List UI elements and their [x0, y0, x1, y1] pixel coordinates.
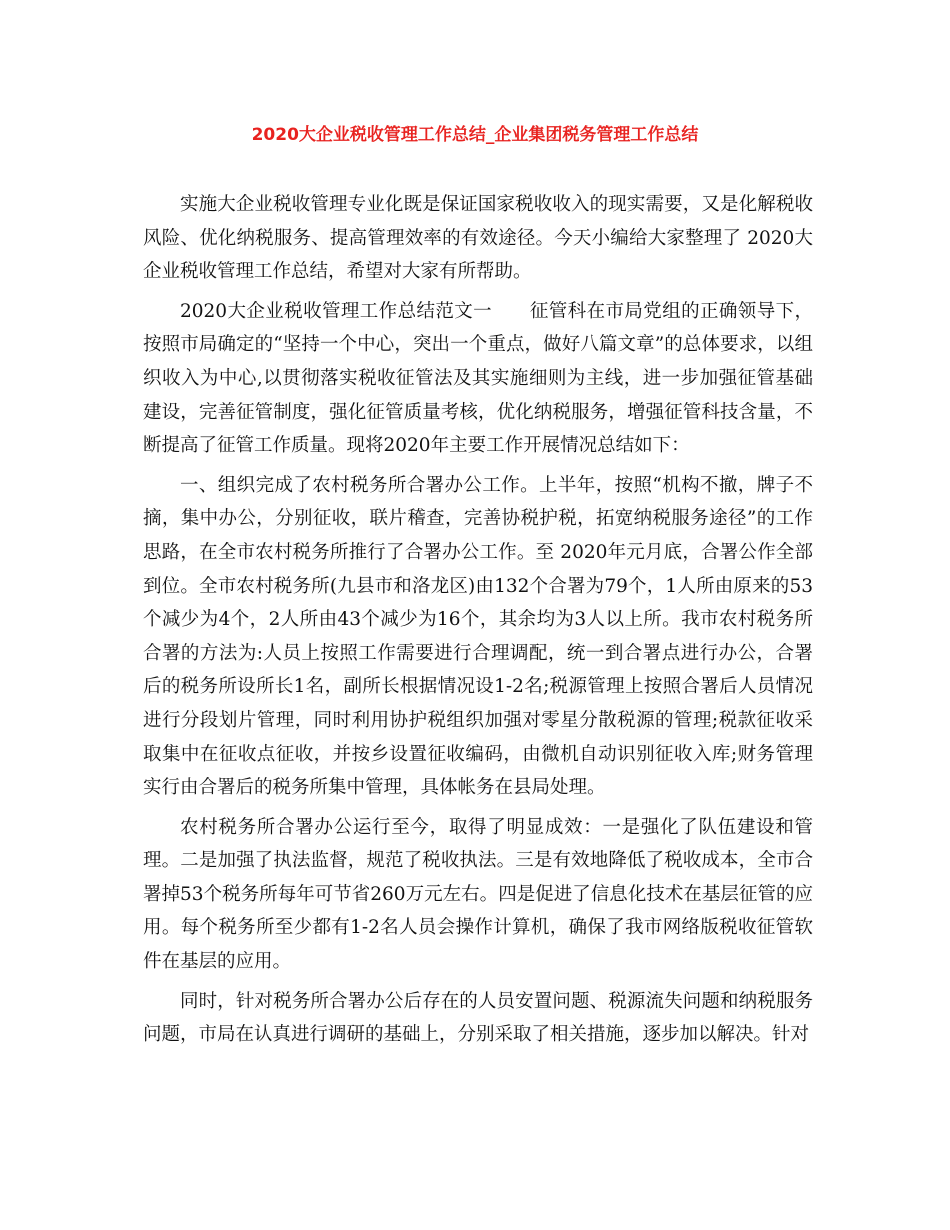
- paragraph-measures: 同时，针对税务所合署办公后存在的人员安置问题、税源流失问题和纳税服务问题，市局在认真进行调研的基础上，分别采取了相关措施，逐步加以解决。针对: [143, 990, 813, 1046]
- document-title: 2020大企业税收管理工作总结_企业集团税务管理工作总结: [251, 125, 699, 145]
- document-body: [143, 188, 813, 1058]
- paragraph-results: 农村税务所合署办公运行至今，取得了明显成效：一是强化了队伍建设和管理。二是加强了执法监督，规范了税收执法。三是有效地降低了税收成本，全市合署掉53个税务所每年可节省260万元左右。四是促进了信息化技术在基层征管的应用。每个税务所至少都有1-2名人员会操作计算机，确保了我市网络版税收征管软件在基层的应用。: [143, 816, 813, 973]
- paragraph-sample-one: 2020大企业税收管理工作总结范文一 征管科在市局党组的正确领导下，按照市局确定的“坚持一个中心，突出一个重点，做好八篇文章”的总体要求，以组织收入为中心,以贯彻落实税收征管法及其实施细则为主线，进一步加强征管基础建设，完善征管制度，强化征管质量考核，优化纳税服务，增强征管科技含量，不断提高了征管工作质量。现将2020年主要工作开展情况总结如下：: [143, 300, 813, 457]
- paragraph-intro: 实施大企业税收管理专业化既是保证国家税收收入的现实需要，又是化解税收风险、优化纳税服务、提高管理效率的有效途径。今天小编给大家整理了 2020大企业税收管理工作总结，希望对大家有所帮助。: [143, 194, 813, 283]
- paragraph-section-one: 一、组织完成了农村税务所合署办公工作。上半年，按照“机构不撤，牌子不摘，集中办公，分别征收，联片稽查，完善协税护税，拓宽纳税服务途径”的工作思路，在全市农村税务所推行了合署办公工作。至 2020年元月底，合署公作全部到位。全市农村税务所(九县市和洛龙区)由132个合署为79个，1人所由原来的53个减少为4个，2人所由43个减少为16个，其余均为3人以上所。我市农村税务所合署的方法为:人员上按照工作需要进行合理调配，统一到合署点进行办公，合署后的税务所设所长1名，副所长根据情况设1-2名;税源管理上按照合署后人员情况进行分段划片管理，同时利用协护税组织加强对零星分散税源的管理;税款征收采取集中在征收点征收，并按乡设置征收编码，由微机自动识别征收入库;财务管理实行由合署后的税务所集中管理，具体帐务在县局处理。: [143, 474, 813, 799]
